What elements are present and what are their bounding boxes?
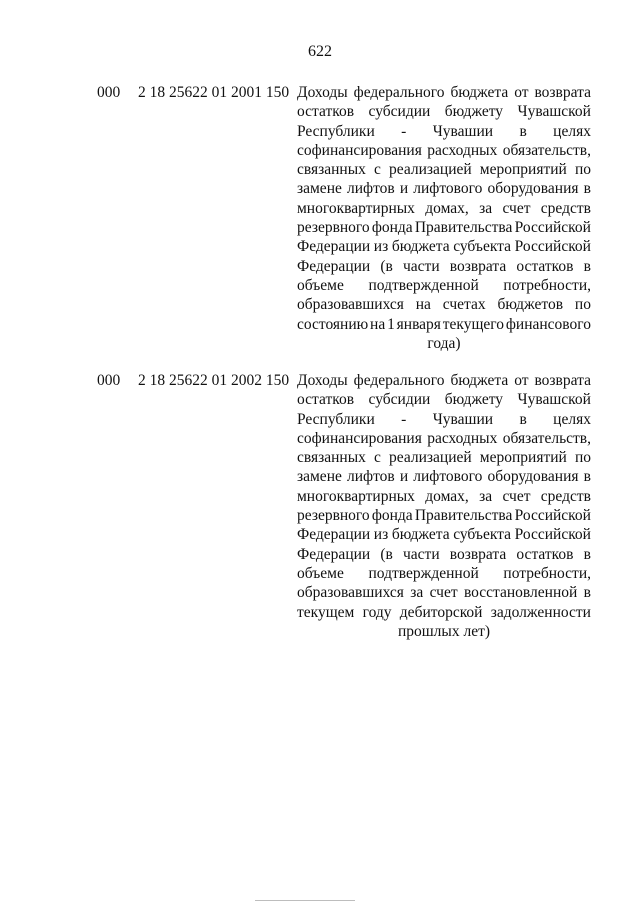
description-word: Правительства xyxy=(414,507,513,525)
description-word: Федерации xyxy=(297,526,371,544)
description-word: Правительства xyxy=(414,219,513,237)
description-word: - xyxy=(401,410,407,428)
description-word: году xyxy=(362,603,392,621)
description-line xyxy=(297,102,591,121)
description-word: замене xyxy=(297,468,342,486)
description-word: многоквартирных xyxy=(297,199,415,217)
description-word: объеме xyxy=(297,276,344,294)
description-word: возврата xyxy=(534,84,591,101)
description-word: бюджетов xyxy=(497,296,564,314)
description-word: субсидии xyxy=(368,391,431,409)
description-line xyxy=(297,429,591,448)
description-word: счет xyxy=(502,487,531,505)
description-word: счетах xyxy=(442,296,486,314)
description-line xyxy=(297,122,591,141)
description-line xyxy=(297,467,591,486)
admin-code: 000 xyxy=(97,372,121,389)
description-word: объеме xyxy=(297,564,344,582)
description-word: фонда xyxy=(371,507,413,525)
description-word: и xyxy=(399,468,409,486)
description-word: субсидии xyxy=(368,103,431,121)
description-line xyxy=(297,83,591,102)
description-word: софинансирования xyxy=(297,141,422,159)
description-word: в xyxy=(583,468,591,486)
description-word: по xyxy=(574,296,591,314)
description-line xyxy=(297,237,591,256)
description-word: резервного xyxy=(297,219,370,237)
description-word: Республики xyxy=(297,122,375,140)
description-word: по xyxy=(574,161,591,179)
description-line xyxy=(297,334,591,353)
description-word: образовавшихся xyxy=(297,584,404,602)
description-line xyxy=(297,487,591,506)
description-word: средств xyxy=(540,199,591,217)
description-word: на xyxy=(370,315,386,333)
description-word: в xyxy=(519,410,527,428)
description-word: оборудования xyxy=(487,468,579,486)
description-word: бюджета xyxy=(450,84,509,101)
description-word: Доходы xyxy=(297,84,348,101)
description-word: бюджету xyxy=(444,103,504,121)
description-word: Чувашии xyxy=(432,122,494,140)
description-line xyxy=(297,448,591,467)
description-line xyxy=(297,218,591,237)
description-word: (в xyxy=(380,257,393,275)
description-word: замене xyxy=(297,180,342,198)
description-word: возврата xyxy=(449,545,507,563)
kbk-code: 2 18 25622 01 2001 150 xyxy=(138,84,290,101)
description-line xyxy=(297,141,591,160)
description-word: Федерации xyxy=(297,257,371,275)
description-word: бюджета xyxy=(391,526,450,544)
description-word: задолженности xyxy=(490,603,591,621)
description-word: финансового xyxy=(505,315,591,333)
description-word: обязательств, xyxy=(502,141,591,159)
description-word: домах, xyxy=(425,199,469,217)
description-line xyxy=(297,199,591,218)
description-word: целях xyxy=(553,122,591,140)
description-word: и xyxy=(399,180,409,198)
description-line xyxy=(297,315,591,334)
description-word: остатков xyxy=(516,257,574,275)
kbk-code: 2 18 25622 01 2002 150 xyxy=(138,372,290,389)
description-word: потребности, xyxy=(503,276,591,294)
description-word: дебиторской xyxy=(399,603,483,621)
description-word: в xyxy=(519,122,527,140)
description-word: Чувашской xyxy=(517,103,591,121)
description-word: Российской xyxy=(514,507,591,525)
description-line xyxy=(297,564,591,583)
description-word: Российской xyxy=(514,238,591,256)
description-word: состоянию xyxy=(297,315,369,333)
description-word: домах, xyxy=(425,487,469,505)
description-word: от xyxy=(514,372,529,389)
description-word: января xyxy=(396,315,441,333)
description-word: части xyxy=(403,257,440,275)
description-word: из xyxy=(373,238,389,256)
description-word: связанных xyxy=(297,161,366,179)
description-word: средств xyxy=(540,487,591,505)
description-word: возврата xyxy=(534,372,591,389)
description-word: лифтового xyxy=(413,468,483,486)
description-word: за xyxy=(410,584,424,602)
description-word: в xyxy=(583,180,591,198)
description-word: образовавшихся xyxy=(297,296,404,314)
description-line xyxy=(297,179,591,198)
description-word: текущего xyxy=(442,315,505,333)
description-word: бюджету xyxy=(444,391,504,409)
description-line xyxy=(297,583,591,602)
description-word: субъекта xyxy=(453,238,511,256)
description-word: Республики xyxy=(297,410,375,428)
description-word: федерального xyxy=(353,372,445,389)
description-word: за xyxy=(479,199,493,217)
description-word: связанных xyxy=(297,449,366,467)
description-line xyxy=(297,276,591,295)
description-word: бюджета xyxy=(450,372,509,389)
description-word: в xyxy=(583,545,591,563)
description-word: целях xyxy=(553,410,591,428)
description-word: за xyxy=(479,487,493,505)
description-word: счет xyxy=(502,199,531,217)
description-line xyxy=(297,257,591,276)
description-line xyxy=(297,295,591,314)
description-word: 1 xyxy=(387,315,395,333)
entry-description xyxy=(297,371,591,641)
description-word: подтвержденной xyxy=(368,564,479,582)
description-word: подтвержденной xyxy=(368,276,479,294)
description-word: реализацией xyxy=(389,161,472,179)
description-word: Доходы xyxy=(297,372,348,389)
description-word: субъекта xyxy=(453,526,511,544)
description-word: остатков xyxy=(297,103,355,121)
description-word: лет) xyxy=(463,622,491,640)
description-line xyxy=(297,390,591,409)
description-word: Российской xyxy=(514,526,591,544)
description-word: бюджета xyxy=(391,238,450,256)
description-word: восстановленной xyxy=(463,584,578,602)
description-word: в xyxy=(583,584,591,602)
description-word: - xyxy=(401,122,407,140)
description-word: федерального xyxy=(353,84,445,101)
description-word: оборудования xyxy=(487,180,579,198)
description-line xyxy=(297,525,591,544)
description-word: лифтов xyxy=(347,180,395,198)
description-word: Российской xyxy=(514,219,591,237)
description-line xyxy=(297,506,591,525)
description-word: софинансирования xyxy=(297,429,422,447)
description-word: части xyxy=(403,545,440,563)
description-word: Федерации xyxy=(297,238,371,256)
entry-description xyxy=(297,83,591,353)
description-word: обязательств, xyxy=(502,429,591,447)
description-word: возврата xyxy=(449,257,507,275)
description-word: прошлых xyxy=(397,622,460,640)
description-word: с xyxy=(374,449,381,467)
admin-code: 000 xyxy=(97,84,121,101)
footer-rule xyxy=(255,900,355,901)
description-word: с xyxy=(374,161,381,179)
description-line xyxy=(297,545,591,564)
description-line xyxy=(297,160,591,179)
description-line xyxy=(297,622,591,641)
description-word: реализацией xyxy=(389,449,472,467)
description-word: мероприятий xyxy=(479,161,567,179)
description-word: потребности, xyxy=(503,564,591,582)
description-word: Чувашии xyxy=(432,410,494,428)
description-word: от xyxy=(514,84,529,101)
description-word: многоквартирных xyxy=(297,487,415,505)
description-word: из xyxy=(373,526,389,544)
description-word: Федерации xyxy=(297,545,371,563)
description-line xyxy=(297,371,591,390)
description-word: резервного xyxy=(297,507,370,525)
description-word: на xyxy=(415,296,431,314)
description-line xyxy=(297,410,591,429)
description-word: фонда xyxy=(371,219,413,237)
description-word: (в xyxy=(380,545,393,563)
description-word: остатков xyxy=(297,391,355,409)
page-number: 622 xyxy=(308,43,332,60)
description-word: в xyxy=(583,257,591,275)
description-word: расходных xyxy=(427,429,498,447)
description-word: лифтов xyxy=(347,468,395,486)
description-word: по xyxy=(574,449,591,467)
description-word: расходных xyxy=(427,141,498,159)
description-word: остатков xyxy=(516,545,574,563)
description-word: лифтового xyxy=(413,180,483,198)
description-word: счет xyxy=(429,584,458,602)
description-line xyxy=(297,603,591,622)
description-word: текущем xyxy=(297,603,355,621)
description-word: мероприятий xyxy=(479,449,567,467)
description-word: Чувашской xyxy=(517,391,591,409)
description-word: года) xyxy=(427,334,461,352)
